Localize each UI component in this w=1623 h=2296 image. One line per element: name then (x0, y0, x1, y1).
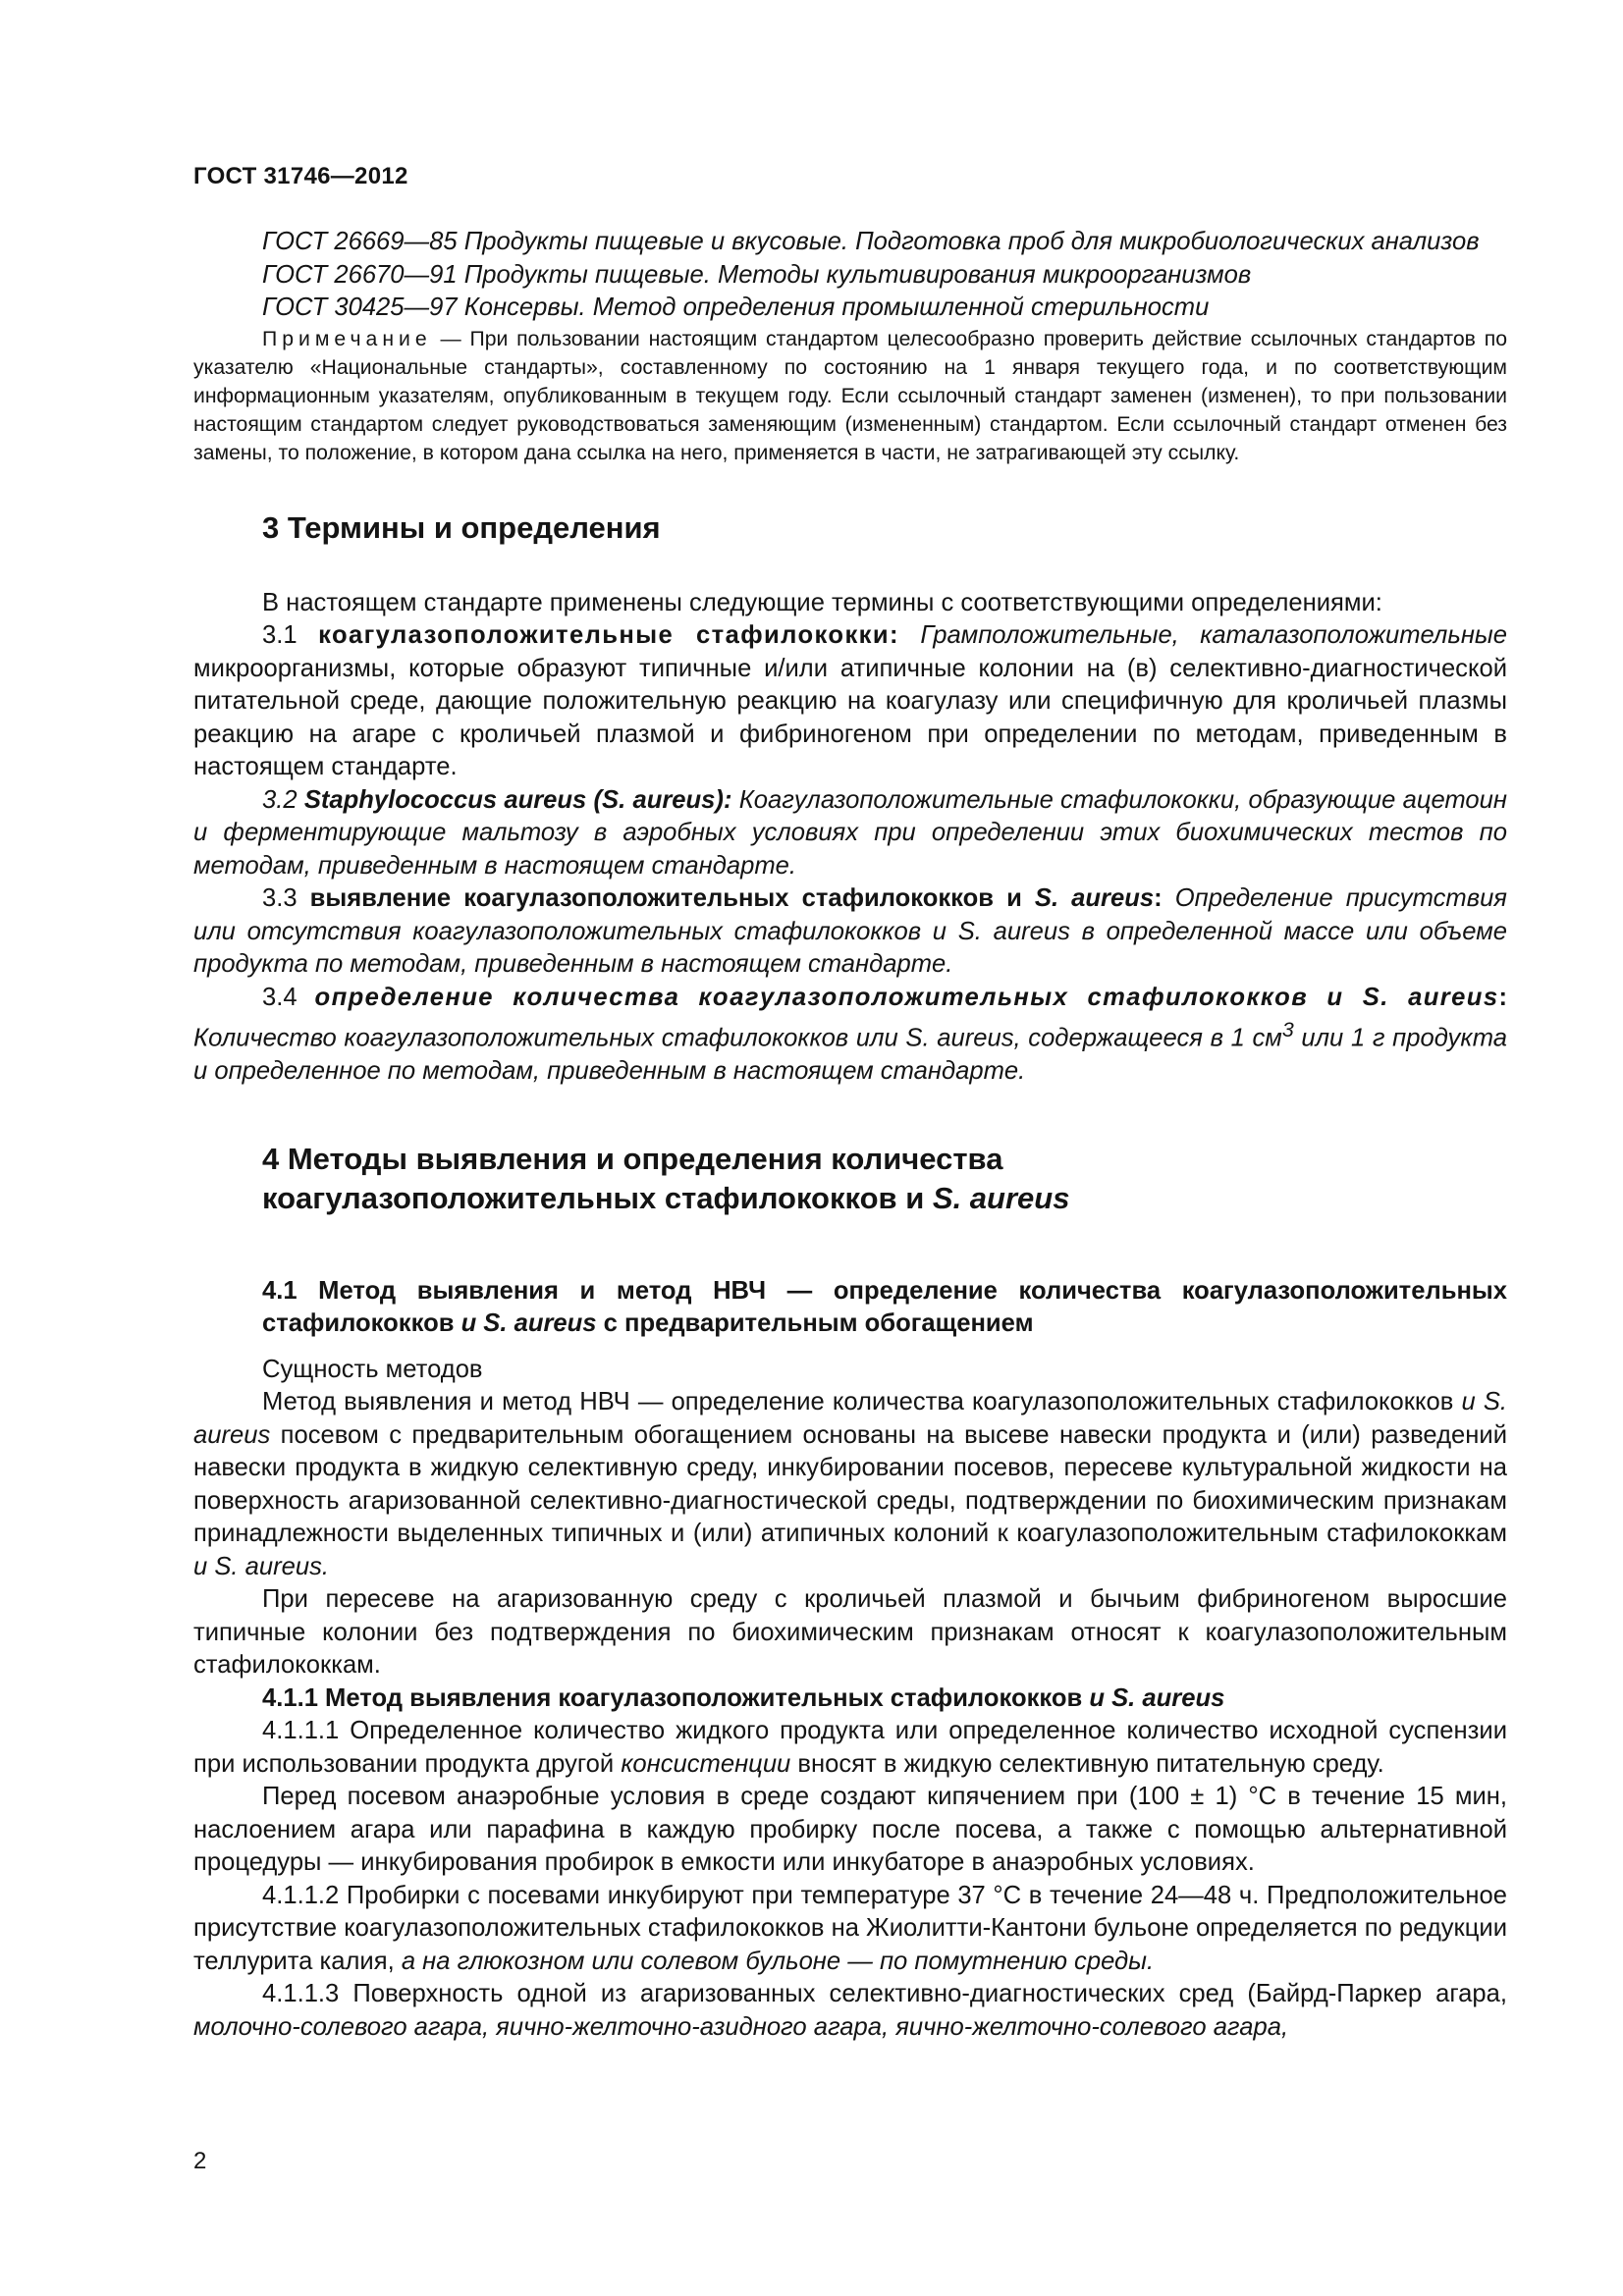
document-header: ГОСТ 31746—2012 (193, 163, 408, 189)
note-label: Примечание (262, 327, 432, 350)
section-4-title: 4 Методы выявления и определения количества коагулазоположительных стафилококков и S. aureus (262, 1141, 1070, 1215)
paragraph-4-1-1-2: 4.1.1.2 Пробирки с посевами инкубируют при температуре 37 °С в течение 24—48 ч. Предположительное присутствие коагулазоположительных стафилококков на Жиолитти-Кантони бульоне определяется по редукции теллурита калия, а на глюкозном или солевом бульоне — по помутнению среды. (193, 1881, 1507, 1975)
reference-list (193, 226, 1507, 325)
term-3-2-name: Staphylococcus aureus (S. aureus) (303, 785, 724, 814)
term-3-2: 3.2 Staphylococcus aureus (S. aureus): Коагулазоположительные стафилококки, образующие ацетоин и ферментирующие мальтозу в аэробных условиях при определении этих биохимических тестов по методам, приведенным в настоящем стандарте. (193, 785, 1507, 880)
term-3-1: 3.1 коагулазоположительные стафилококки: Грамположительные, каталазоположительные микроорганизмы, которые образуют типичные и/или атипичные колонии на (в) селективно-диагностической питательной среде, дающие положительную реакцию на коагулазу или специфичную для кроличьей плазмы реакцию на агаре с кроличьей плазмой и фибриногеном при определении по методам, приведенным в настоящем стандарте. (193, 621, 1507, 780)
page-number: 2 (193, 2148, 207, 2174)
reference-item: ГОСТ 26670—91 Продукты пищевые. Методы культивирования микроорганизмов (262, 260, 1252, 289)
term-3-3-name: выявление коагулазоположительных стафилококков и (309, 884, 1035, 912)
paragraph-4-1-1-1: 4.1.1.1 Определенное количество жидкого продукта или определенное количество исходной суспензии при использовании продукта другой консистенции вносят в жидкую селективную питательную среду. (193, 1717, 1507, 1778)
term-3-4: 3.4 определение количества коагулазоположительных стафилококков и S. aureus: Количество коагулазоположительных стафилококков или S. aureus, содержащееся в 1 $см^3$ или 1 г продукта и определенное по методам, приведенным в настоящем стандарте. (193, 983, 1507, 1086)
term-3-3: 3.3 выявление коагулазоположительных стафилококков и S. aureus: Определение присутствия или отсутствия коагулазоположительных стафилококков и S. aureus в определенной массе или объеме продукта по методам, приведенным в настоящем стандарте. (193, 884, 1507, 978)
essence-text: Метод выявления и метод НВЧ — определение количества коагулазоположительных стафилококков и S. aureus посевом с предварительным обогащением основаны на высеве навески продукта и (или) разведений навески продукта в жидкую селективную среду, инкубировании посевов, пересеве культуральной жидкости на поверхность агаризованной селективно-диагностической среды, подтверждении по биохимическим признакам принадлежности выделенных типичных и (или) атипичных колоний к коагулазоположительным стафилококкам и S. aureus. (193, 1388, 1507, 1580)
reference-item: ГОСТ 26669—85 Продукты пищевые и вкусовые. Подготовка проб для микробиологических анализов (262, 228, 1480, 255)
paragraph-4-1-1-3: 4.1.1.3 Поверхность одной из агаризованных селективно-диагностических сред (Байрд-Паркер агара, молочно-солевого агара, яично-желточно-азидного агара, яично-желточно-солевого агара, (193, 1980, 1507, 2041)
note (193, 325, 1507, 467)
term-3-4-name: определение количества коагулазоположительных стафилококков и S. aureus (314, 983, 1499, 1011)
reference-item: ГОСТ 30425—97 Консервы. Метод определения промышленной стерильности (262, 294, 1210, 321)
reseed-text: При пересеве на агаризованную среду с кроличьей плазмой и бычьим фибриногеном выросшие типичные колонии без подтверждения по биохимическим признакам относят к коагулазоположительным стафилококкам. (193, 1585, 1507, 1680)
document-body (193, 226, 1507, 2044)
section-3-title: 3 Термины и определения (262, 509, 661, 545)
section-3-intro: В настоящем стандарте применены следующие термины с соответствующими определениями: (262, 588, 1382, 616)
anaerobic-text: Перед посевом анаэробные условия в среде создают кипячением при (100 ± 1) °С в течение 15 мин, наслоением агара или парафина в каждую пробирку после посева, а также с помощью альтернативной процедуры — инкубирования пробирок в емкости или инкубаторе в анаэробных условиях. (193, 1783, 1507, 1877)
term-3-1-name: коагулазоположительные стафилококки: (318, 621, 899, 649)
subsection-4-1-title: 4.1 Метод выявления и метод НВЧ — определение количества коагулазоположительных стафилококков и S. aureus с предварительным обогащением (262, 1276, 1507, 1337)
subsection-4-1-1-title: 4.1.1 Метод выявления коагулазоположительных стафилококков и S. aureus (262, 1683, 1225, 1712)
essence-label: Сущность методов (262, 1355, 483, 1383)
note-text: — При пользовании настоящим стандартом целесообразно проверить действие ссылочных стандартов по указателю «Национальные стандарты», составленному по состоянию на 1 января текущего года, и по соответствующим информационным указателям, опубликованным в текущем году. Если ссылочный стандарт заменен (изменен), то при пользовании настоящим стандартом следует руководствоваться заменяющим (измененным) стандартом. Если ссылочный стандарт отменен без замены, то положение, в котором дана ссылка на него, применяется в части, не затрагивающей эту ссылку. (193, 327, 1507, 464)
